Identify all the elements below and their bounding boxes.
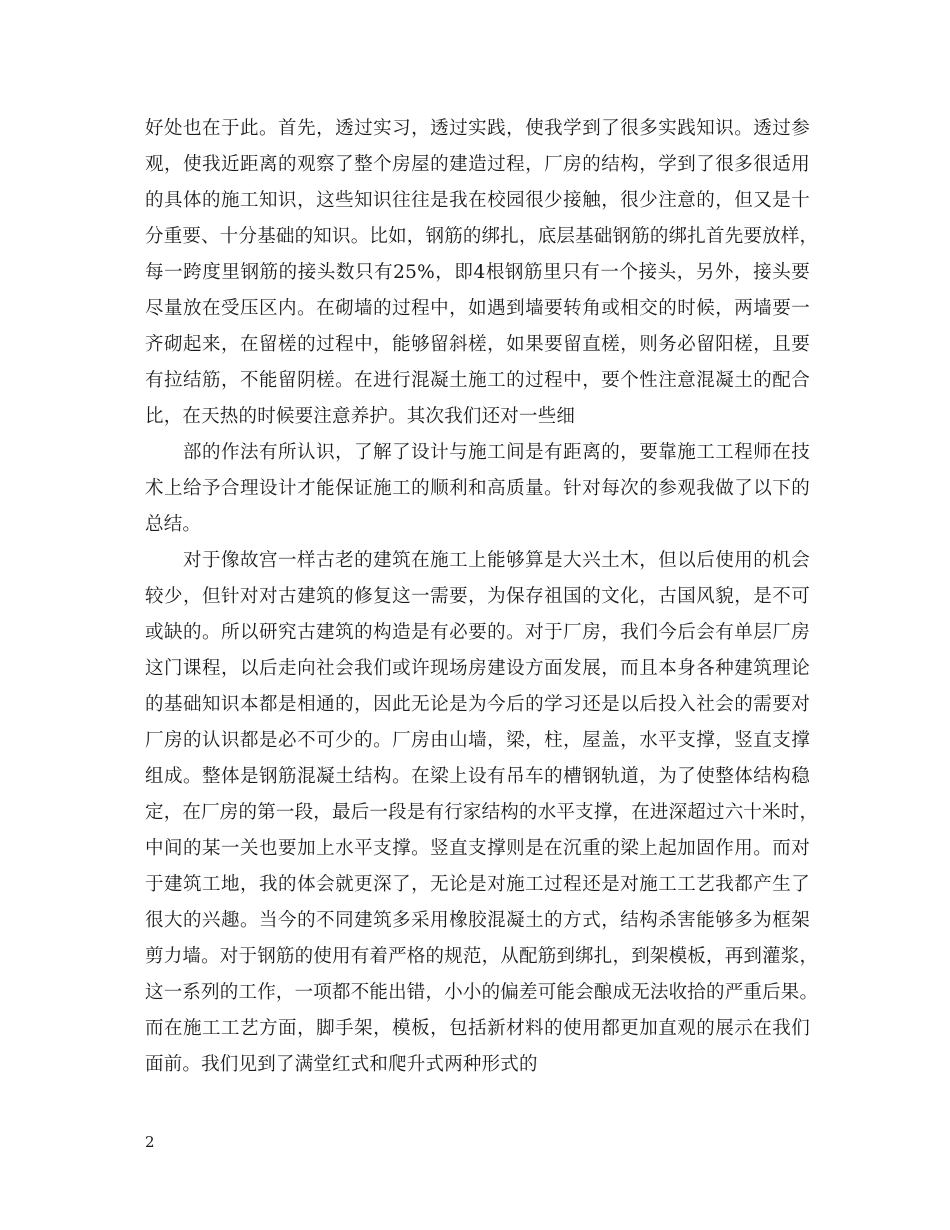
text-line: 的基础知识本都是相通的，因此无论是为今后的学习还是以后投入社会的需要对	[145, 694, 810, 715]
text-line: 总结。	[145, 514, 202, 535]
text-line: 齐砌起来，在留槎的过程中，能够留斜槎，如果要留直槎，则务必留阳槎，且要	[145, 334, 810, 355]
text-line: 每一跨度里钢筋的接头数只有25%，即4根钢筋里只有一个接头，另外，接头要	[145, 262, 810, 283]
text-line: 对于像故宫一样古老的建筑在施工上能够算是大兴土木，但以后使用的机会	[183, 550, 810, 571]
text-line: 而在施工工艺方面，脚手架，模板，包括新材料的使用都更加直观的展示在我们	[145, 1018, 810, 1039]
text-line: 组成。整体是钢筋混凝土结构。在梁上设有吊车的槽钢轨道，为了使整体结构稳	[145, 766, 810, 787]
text-line: 有拉结筋，不能留阴槎。在进行混凝土施工的过程中，要个性注意混凝土的配合	[145, 370, 810, 391]
text-line: 分重要、十分基础的知识。比如，钢筋的绑扎，底层基础钢筋的绑扎首先要放样，	[145, 226, 819, 247]
text-line: 厂房的认识都是必不可少的。厂房由山墙，梁，柱，屋盖，水平支撑，竖直支撑	[145, 730, 810, 751]
text-line: 术上给予合理设计才能保证施工的顺利和高质量。针对每次的参观我做了以下的	[145, 478, 810, 499]
page-number: 2	[145, 1133, 155, 1151]
text-line: 这门课程，以后走向社会我们或许现场房建设方面发展，而且本身各种建筑理论	[145, 658, 810, 679]
paragraph-3	[145, 543, 819, 1083]
text-line: 较少，但针对对古建筑的修复这一需要，为保存祖国的文化，古国风貌，是不可	[145, 586, 810, 607]
paragraph-1	[145, 111, 819, 435]
text-line: 观，使我近距离的观察了整个房屋的建造过程，厂房的结构，学到了很多很适用	[145, 154, 810, 175]
paragraph-2	[145, 435, 810, 543]
text-line: 比，在天热的时候要注意养护。其次我们还对一些细	[145, 406, 576, 427]
text-line: 或缺的。所以研究古建筑的构造是有必要的。对于厂房，我们今后会有单层厂房	[145, 622, 810, 643]
text-line: 剪力墙。对于钢筋的使用有着严格的规范，从配筋到绑扎，到架模板，再到灌浆，	[145, 946, 819, 967]
text-line: 中间的某一关也要加上水平支撑。竖直支撑则是在沉重的梁上起加固作用。而对	[145, 838, 810, 859]
text-line: 于建筑工地，我的体会就更深了，无论是对施工过程还是对施工工艺我都产生了	[145, 874, 810, 895]
text-line: 定，在厂房的第一段，最后一段是有行家结构的水平支撑，在进深超过六十米时，	[145, 802, 819, 823]
text-line: 部的作法有所认识，了解了设计与施工间是有距离的，要靠施工工程师在技	[183, 442, 810, 463]
text-line: 尽量放在受压区内。在砌墙的过程中，如遇到墙要转角或相交的时候，两墙要一	[145, 298, 810, 319]
text-line: 好处也在于此。首先，透过实习，透过实践，使我学到了很多实践知识。透过参	[145, 118, 810, 139]
text-line: 的具体的施工知识，这些知识往往是我在校园很少接触，很少注意的，但又是十	[145, 190, 810, 211]
text-line: 很大的兴趣。当今的不同建筑多采用橡胶混凝土的方式，结构杀害能够多为框架	[145, 910, 810, 931]
text-line: 面前。我们见到了满堂红式和爬升式两种形式的	[145, 1054, 538, 1075]
text-line: 这一系列的工作，一项都不能出错，小小的偏差可能会酿成无法收拾的严重后果。	[145, 982, 819, 1003]
